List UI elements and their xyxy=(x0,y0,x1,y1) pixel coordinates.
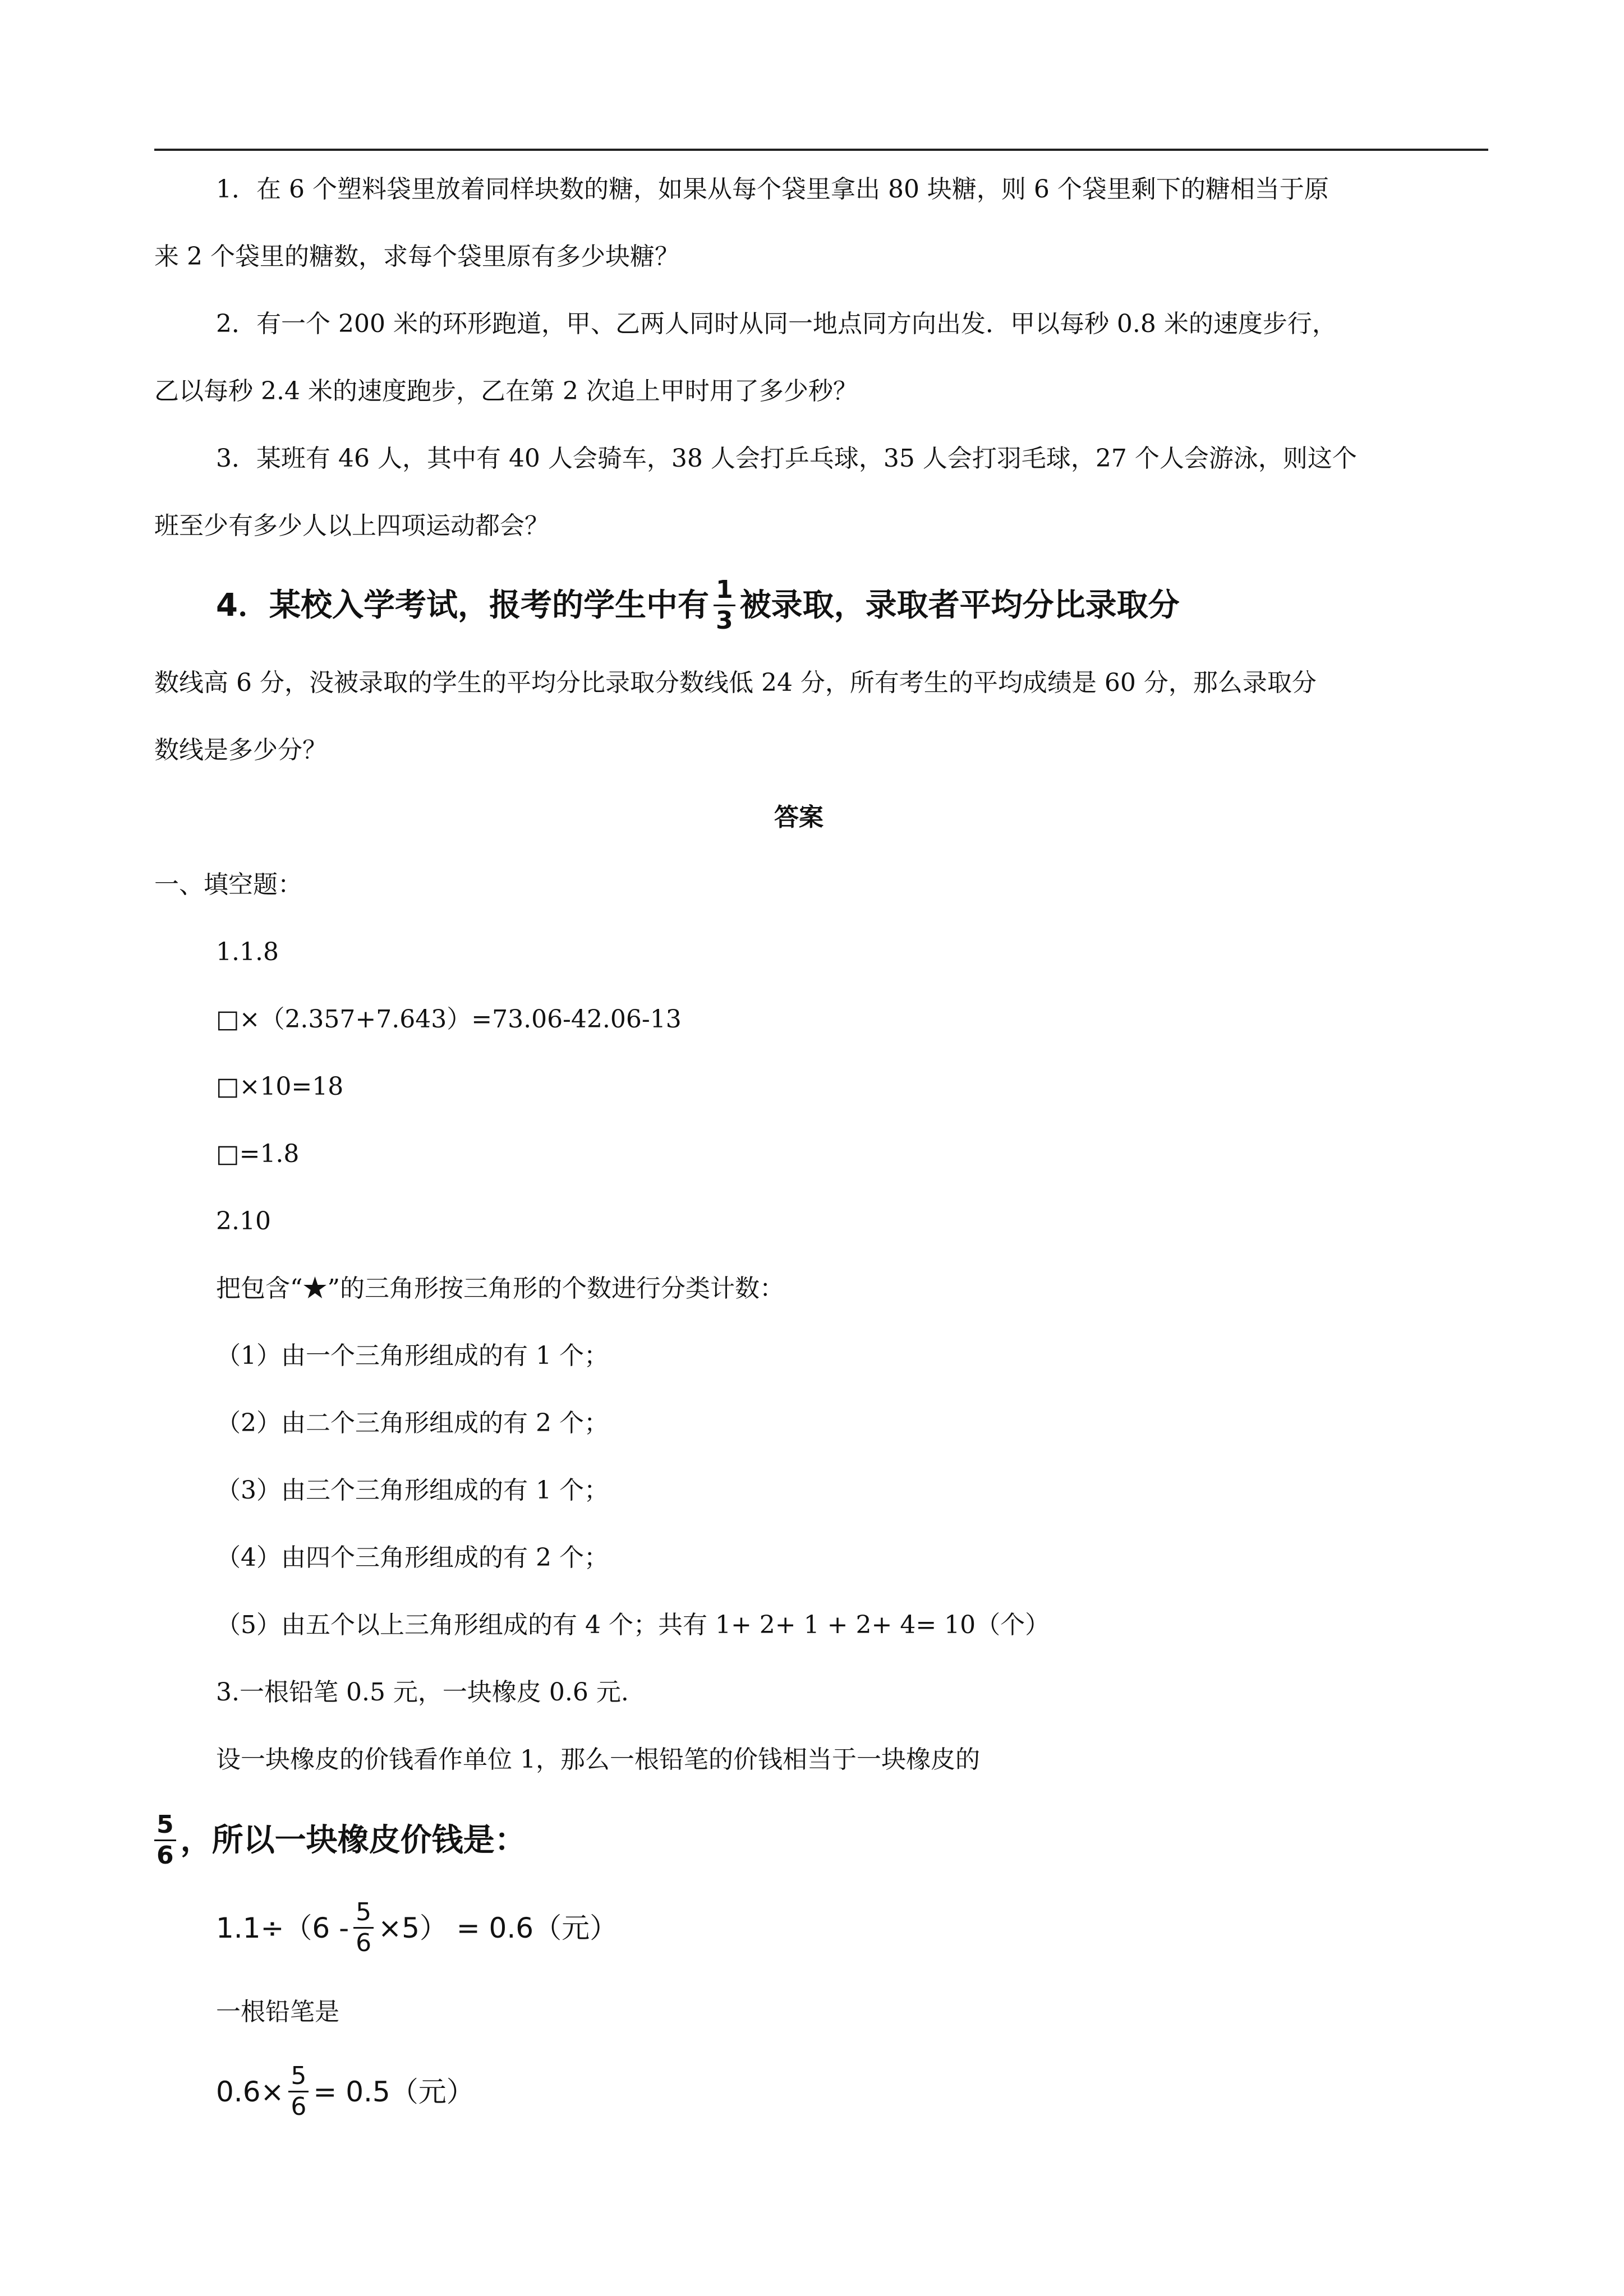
answer-1-line-1: 1.1.8 xyxy=(216,938,279,966)
problem-4-line-3: 数线是多少分？ xyxy=(154,736,327,764)
answer-1-line-2: □×（2.357+7.643）=73.06-42.06-13 xyxy=(216,1005,682,1034)
answer-3-line-1: 3.一根铅笔 0.5 元，一块橡皮 0.6 元. xyxy=(216,1678,629,1707)
fraction-denominator: 6 xyxy=(157,1841,174,1870)
answer-3-line-4: 一根铅笔是 xyxy=(216,1998,339,2026)
answer-1-line-4: □=1.8 xyxy=(216,1140,300,1168)
fraction-numerator: 5 xyxy=(291,2062,307,2090)
equation-2-fraction xyxy=(288,2064,309,2119)
answer-3-line-3-text: ，所以一块橡皮价钱是： xyxy=(180,1822,526,1859)
fraction-denominator: 6 xyxy=(356,1929,372,1957)
answers-title: 答案 xyxy=(774,803,823,832)
problem-3-line-1: 3．某班有 46 人，其中有 40 人会骑车，38 人会打乒乓球，35 人会打羽毛球，27 个人会游泳，则这个 xyxy=(216,444,1357,473)
answer-1-line-3: □×10=18 xyxy=(216,1072,344,1101)
header-rule xyxy=(154,149,1488,151)
answer-2-line-7: （5）由五个以上三角形组成的有 4 个；共有 1+ 2+ 1 + 2+ 4= 10（个） xyxy=(216,1611,1050,1639)
problem-4-text-before: 4．某校入学考试，报考的学生中有 xyxy=(216,587,709,624)
answer-3-fraction-a xyxy=(154,1810,176,1870)
answer-3-line-3 xyxy=(154,1810,526,1870)
problem-4-line-1 xyxy=(216,575,1180,635)
equation-1-part-a: 1.1÷（6 - xyxy=(216,1911,349,1944)
equation-2-part-b: = 0.5（元） xyxy=(313,2075,475,2108)
answer-3-line-2: 设一块橡皮的价钱看作单位 1，那么一根铅笔的价钱相当于一块橡皮的 xyxy=(216,1745,980,1774)
fraction-numerator: 5 xyxy=(157,1810,174,1839)
fraction-numerator: 5 xyxy=(356,1898,372,1926)
fraction-denominator: 6 xyxy=(291,2092,307,2121)
section-fill-blank: 一、填空题： xyxy=(154,870,302,899)
answer-3-equation-1 xyxy=(216,1900,618,1956)
problem-2-line-2: 乙以每秒 2.4 米的速度跑步，乙在第 2 次追上甲时用了多少秒？ xyxy=(154,377,858,405)
problem-2-line-1: 2．有一个 200 米的环形跑道，甲、乙两人同时从同一地点同方向出发．甲以每秒 0.8 米的速度步行， xyxy=(216,310,1337,338)
answer-2-line-1: 2.10 xyxy=(216,1207,271,1235)
answer-2-line-2: 把包含“★”的三角形按三角形的个数进行分类计数： xyxy=(216,1274,784,1303)
problem-1-line-1: 1．在 6 个塑料袋里放着同样块数的糖，如果从每个袋里拿出 80 块糖，则 6 个袋里剩下的糖相当于原 xyxy=(216,175,1329,204)
answer-3-equation-2 xyxy=(216,2064,475,2119)
equation-1-fraction xyxy=(353,1900,374,1956)
answer-2-line-4: （2）由二个三角形组成的有 2 个； xyxy=(216,1409,609,1437)
problem-3-line-2: 班至少有多少人以上四项运动都会？ xyxy=(154,511,549,540)
problem-4-text-after: 被录取，录取者平均分比录取分 xyxy=(739,587,1180,624)
fraction-denominator: 3 xyxy=(715,606,733,635)
equation-1-part-b: ×5） = 0.6（元） xyxy=(378,1911,618,1944)
answer-2-line-6: （4）由四个三角形组成的有 2 个； xyxy=(216,1543,609,1572)
equation-2-part-a: 0.6× xyxy=(216,2075,284,2108)
fraction-numerator: 1 xyxy=(715,575,733,604)
problem-1-line-2: 来 2 个袋里的糖数，求每个袋里原有多少块糖？ xyxy=(154,242,679,271)
answer-2-line-5: （3）由三个三角形组成的有 1 个； xyxy=(216,1476,609,1505)
answer-2-line-3: （1）由一个三角形组成的有 1 个； xyxy=(216,1341,609,1370)
problem-4-line-2: 数线高 6 分，没被录取的学生的平均分比录取分数线低 24 分，所有考生的平均成绩是 60 分，那么录取分 xyxy=(154,668,1317,697)
problem-4-fraction xyxy=(714,575,735,635)
